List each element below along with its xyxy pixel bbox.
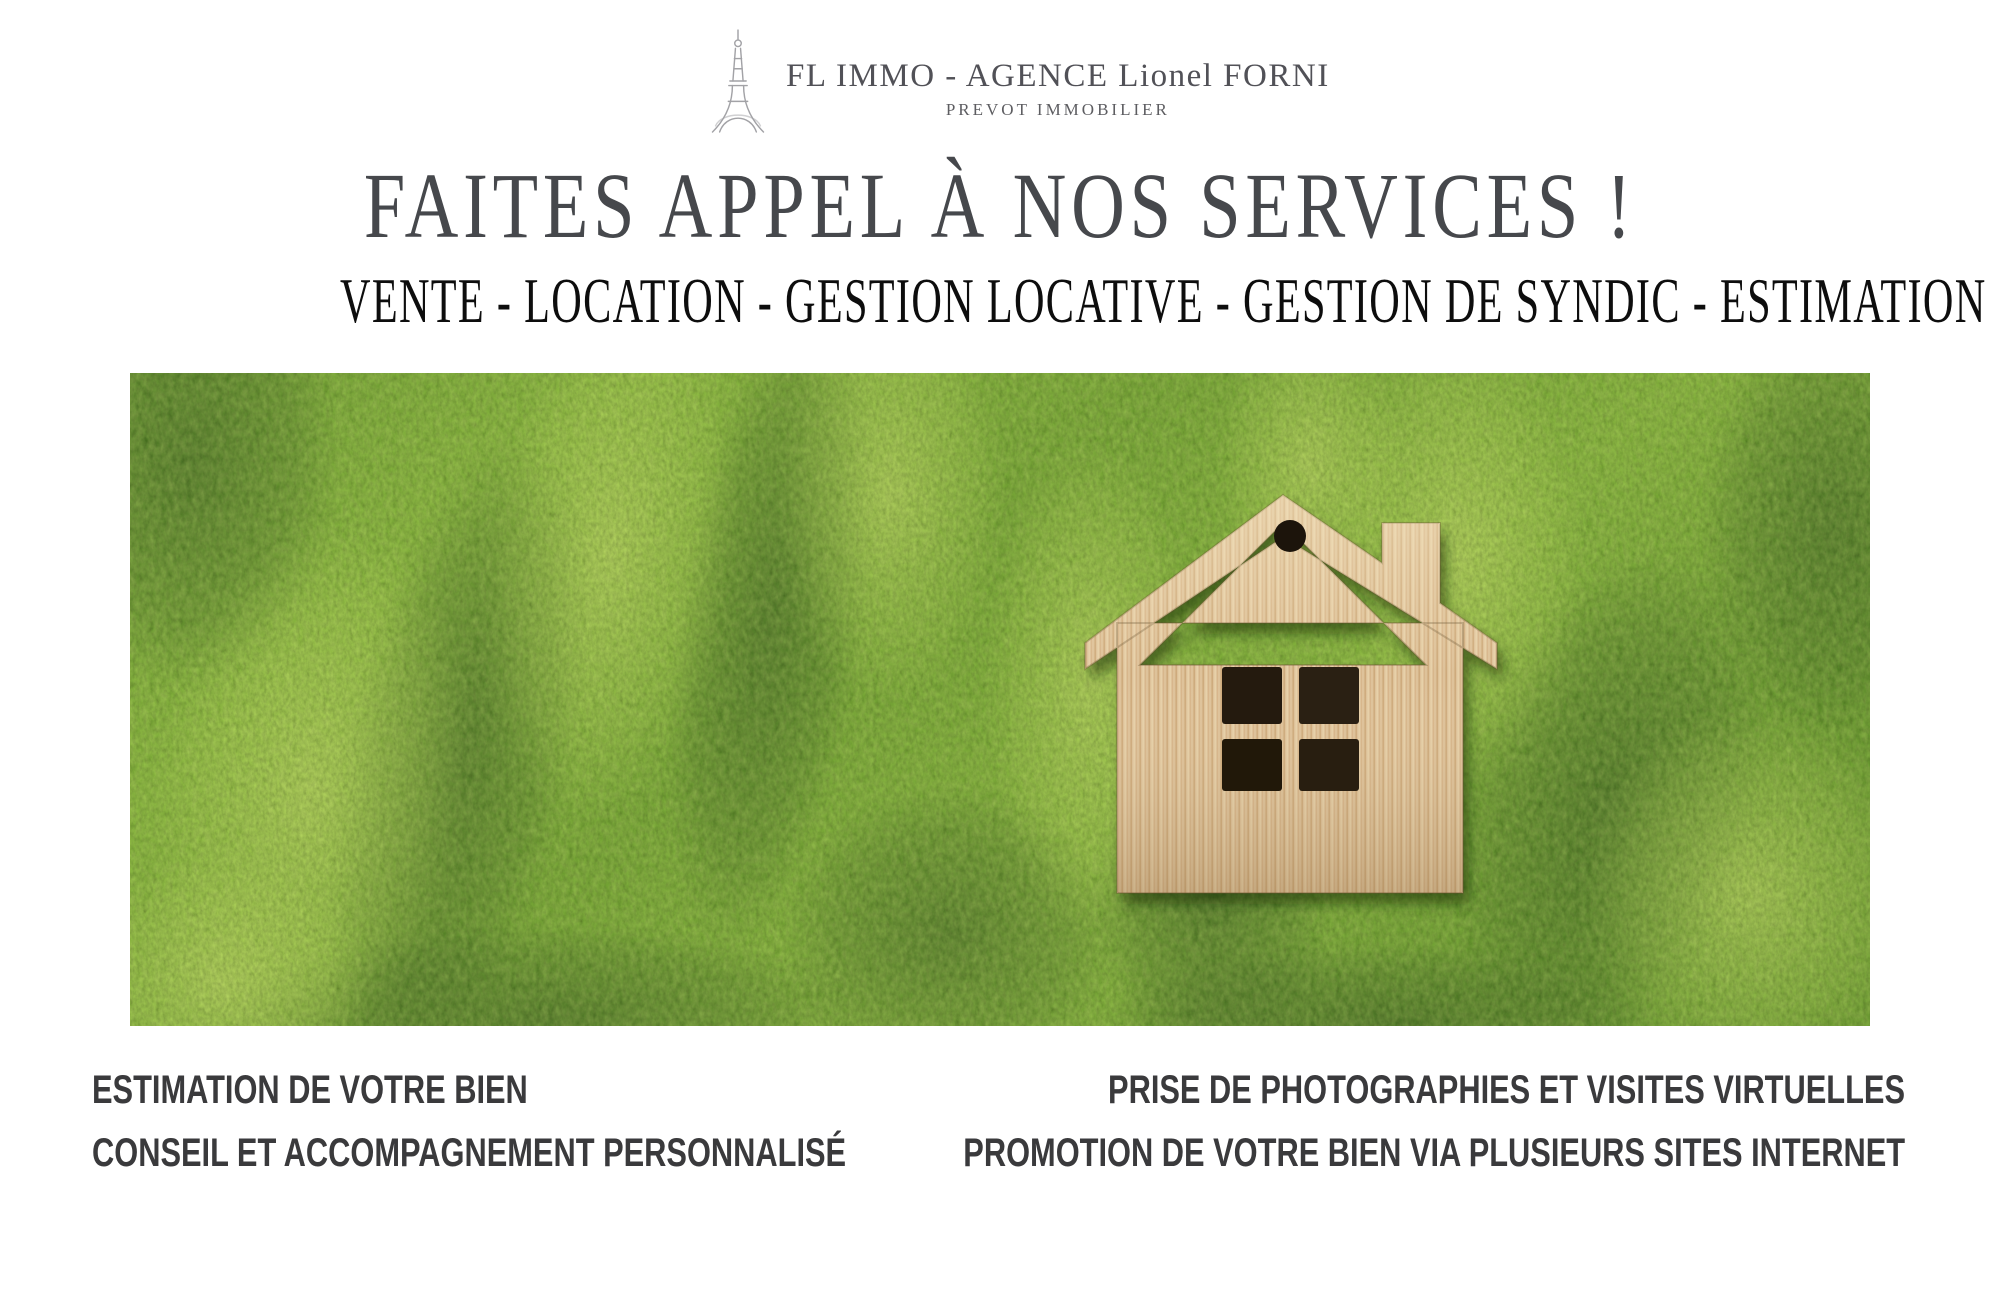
feature-promotion: PROMOTION DE VOTRE BIEN VIA PLUSIEURS SITES INTERNET — [963, 1131, 1905, 1175]
services-list-line: VENTE - LOCATION - GESTION LOCATIVE - GESTION DE SYNDIC - ESTIMATION — [340, 265, 1987, 336]
logo-text-block — [786, 28, 1330, 120]
feature-photographies: PRISE DE PHOTOGRAPHIES ET VISITES VIRTUELLES — [1108, 1068, 1905, 1112]
main-headline: FAITES APPEL À NOS SERVICES ! — [363, 155, 1637, 258]
agency-logo — [706, 28, 1330, 134]
brand-tagline: PREVOT IMMOBILIER — [945, 100, 1170, 120]
hero-photo — [130, 373, 1870, 1026]
eiffel-tower-icon — [706, 28, 770, 134]
feature-estimation: ESTIMATION DE VOTRE BIEN — [92, 1068, 528, 1112]
keyring-hole — [1274, 520, 1306, 552]
feature-conseil: CONSEIL ET ACCOMPAGNEMENT PERSONNALISÉ — [92, 1131, 847, 1175]
moss-background — [130, 373, 1870, 1026]
brand-name: FL IMMO - AGENCE Lionel FORNI — [786, 58, 1330, 94]
moss-house-illustration — [130, 373, 1870, 1026]
